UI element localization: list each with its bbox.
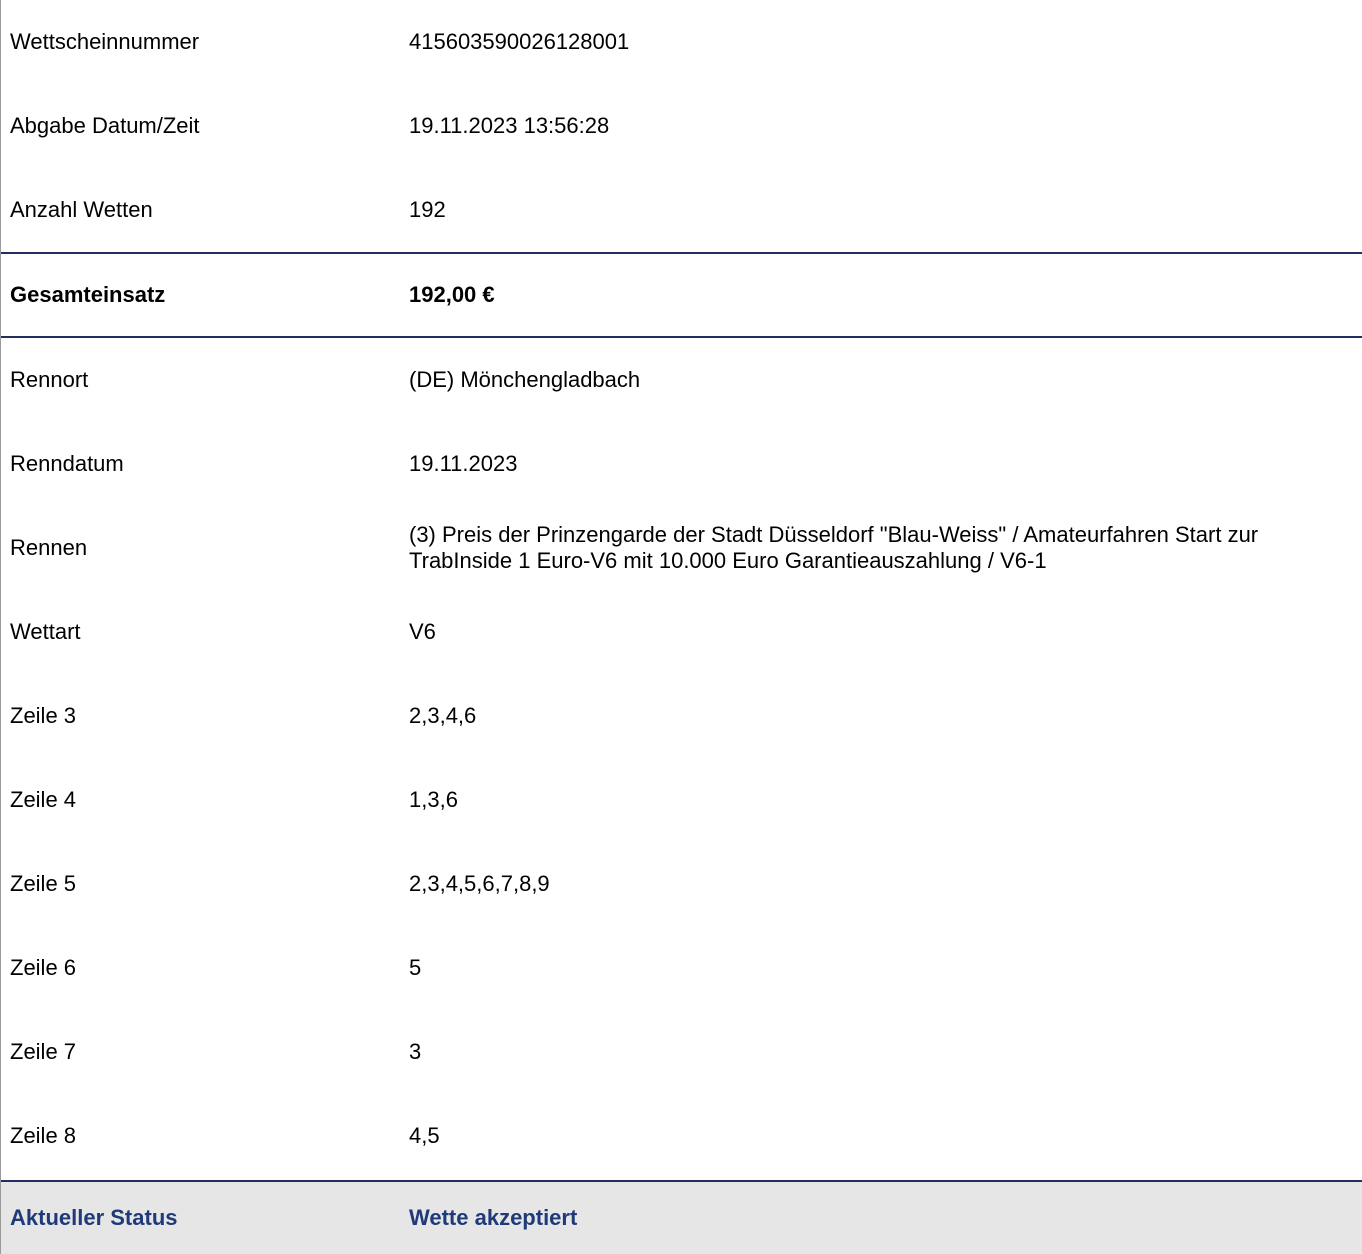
row-line-5 — [1, 842, 1362, 926]
line-5-label: Zeile 5 — [10, 871, 77, 896]
row-line-4 — [1, 758, 1362, 842]
bet-type-label: Wettart — [10, 619, 81, 644]
line-3-value: 2,3,4,6 — [409, 703, 477, 728]
row-line-6 — [1, 926, 1362, 1010]
row-line-7 — [1, 1010, 1362, 1094]
line-3-label: Zeile 3 — [10, 703, 77, 728]
submission-datetime-label: Abgabe Datum/Zeit — [10, 113, 200, 138]
total-stake-label: Gesamteinsatz — [10, 282, 166, 307]
line-5-value: 2,3,4,5,6,7,8,9 — [409, 871, 550, 896]
line-7-label: Zeile 7 — [10, 1039, 77, 1064]
row-race — [1, 506, 1362, 590]
line-4-value: 1,3,6 — [409, 787, 458, 812]
race-venue-value: (DE) Mönchengladbach — [409, 367, 641, 392]
row-ticket-number — [1, 0, 1362, 84]
race-date-label: Renndatum — [10, 451, 124, 476]
race-value: (3) Preis der Prinzengarde der Stadt Düsseldorf "Blau-Weiss" / Amateurfahren Start zur TrabInside 1 Euro-V6 mit 10.000 Euro Garantieauszahlung / V6-1 — [409, 522, 1259, 573]
race-label: Rennen — [10, 535, 88, 560]
bet-type-value: V6 — [409, 619, 436, 644]
line-7-value: 3 — [409, 1039, 422, 1064]
line-6-value: 5 — [409, 955, 422, 980]
current-status-label: Aktueller Status — [10, 1205, 178, 1230]
line-6-label: Zeile 6 — [10, 955, 77, 980]
ticket-number-value: 415603590026128001 — [409, 29, 630, 54]
bet-count-label: Anzahl Wetten — [10, 197, 153, 222]
row-line-8 — [1, 1094, 1362, 1178]
row-bet-type — [1, 590, 1362, 674]
row-submission-datetime — [1, 84, 1362, 168]
line-8-value: 4,5 — [409, 1123, 440, 1148]
current-status-value: Wette akzeptiert — [409, 1205, 578, 1230]
row-line-3 — [1, 674, 1362, 758]
row-race-date — [1, 422, 1362, 506]
race-venue-label: Rennort — [10, 367, 89, 392]
submission-datetime-value: 19.11.2023 13:56:28 — [409, 113, 610, 138]
bet-count-value: 192 — [409, 197, 446, 222]
race-date-value: 19.11.2023 — [409, 451, 518, 476]
row-race-venue — [1, 338, 1362, 422]
row-bet-count — [1, 168, 1362, 252]
total-stake-value: 192,00 € — [409, 282, 495, 307]
line-4-label: Zeile 4 — [10, 787, 77, 812]
row-total-stake — [1, 252, 1362, 338]
ticket-number-label: Wettscheinnummer — [10, 29, 200, 54]
line-8-label: Zeile 8 — [10, 1123, 77, 1148]
row-current-status — [1, 1180, 1362, 1254]
